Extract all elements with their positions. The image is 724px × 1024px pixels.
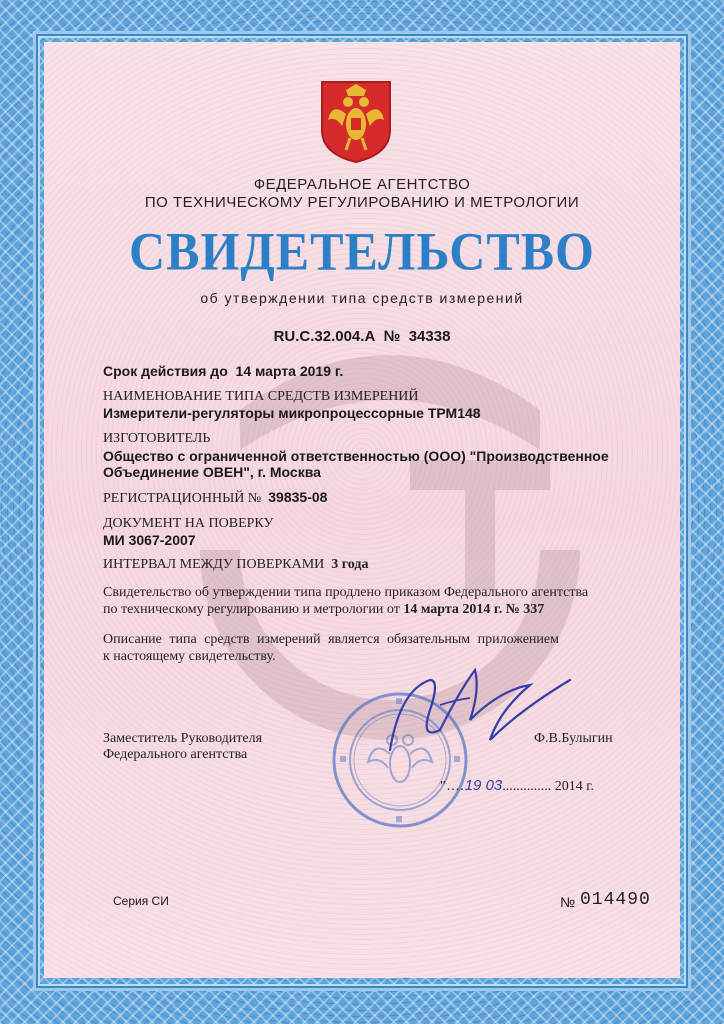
registry-label: РЕГИСТРАЦИОННЫЙ № bbox=[103, 491, 262, 506]
date-handwritten: 19 03 bbox=[464, 777, 503, 794]
interval-value: 3 года bbox=[331, 557, 369, 572]
extension-date: 14 марта 2014 г. № 337 bbox=[403, 602, 545, 617]
date-year: 2014 г. bbox=[554, 779, 594, 794]
notice-line2: к настоящему свидетельству. bbox=[103, 649, 276, 664]
signature-date-row: "....19 03.............. 2014 г. bbox=[440, 777, 594, 794]
agency-name-line2: ПО ТЕХНИЧЕСКОМУ РЕГУЛИРОВАНИЮ И МЕТРОЛОГИИ bbox=[144, 194, 580, 211]
maker-line1: Общество с ограниченной ответственностью (ООО) "Производственное bbox=[103, 448, 609, 464]
serial-number: 014490 bbox=[580, 890, 651, 910]
interval-row bbox=[103, 557, 368, 573]
doc-label: ДОКУМЕНТ НА ПОВЕРКУ bbox=[103, 516, 274, 531]
maker-line2: Объединение ОВЕН", г. Москва bbox=[103, 464, 321, 480]
number-value: 34338 bbox=[408, 328, 451, 345]
extension-line1: Свидетельство об утверждении типа продлено приказом Федерального агентства bbox=[103, 585, 589, 600]
notice-line1: Описание типа средств измерений является обязательным приложением bbox=[103, 632, 559, 647]
serial-number-sign: № bbox=[560, 894, 576, 910]
number-sign: № bbox=[383, 328, 401, 345]
registry-value: 39835-08 bbox=[268, 489, 328, 505]
certificate-number bbox=[0, 328, 724, 345]
maker-label: ИЗГОТОВИТЕЛЬ bbox=[103, 431, 211, 446]
agency-name-line1: ФЕДЕРАЛЬНОЕ АГЕНТСТВО bbox=[253, 176, 471, 193]
signatory-position-line2: Федерального агентства bbox=[103, 747, 248, 762]
validity-date: 14 марта 2019 г. bbox=[235, 363, 344, 379]
interval-label: ИНТЕРВАЛ МЕЖДУ ПОВЕРКАМИ bbox=[103, 557, 325, 572]
russian-coat-of-arms-icon bbox=[320, 80, 392, 164]
type-value: Измерители-регуляторы микропроцессорные ТРМ148 bbox=[103, 405, 481, 421]
certificate-subtitle: об утверждении типа средств измерений bbox=[200, 290, 524, 306]
type-label: НАИМЕНОВАНИЕ ТИПА СРЕДСТВ ИЗМЕРЕНИЙ bbox=[103, 389, 419, 404]
reg-code: RU.C.32.004.A bbox=[273, 328, 376, 345]
registry-row bbox=[103, 489, 327, 507]
series-label: Серия СИ bbox=[113, 894, 169, 908]
signatory-position-line1: Заместитель Руководителя bbox=[103, 731, 263, 746]
handwritten-signature bbox=[380, 650, 580, 780]
signatory-name: Ф.В.Булыгин bbox=[534, 731, 613, 746]
certificate-title: СВИДЕТЕЛЬСТВО bbox=[129, 220, 595, 282]
validity-label: Срок действия до bbox=[103, 363, 228, 379]
extension-prefix: по техническому регулированию и метрологии от bbox=[103, 602, 400, 617]
validity-row bbox=[103, 363, 343, 379]
doc-value: МИ 3067-2007 bbox=[103, 532, 196, 548]
extension-line2 bbox=[103, 602, 544, 618]
